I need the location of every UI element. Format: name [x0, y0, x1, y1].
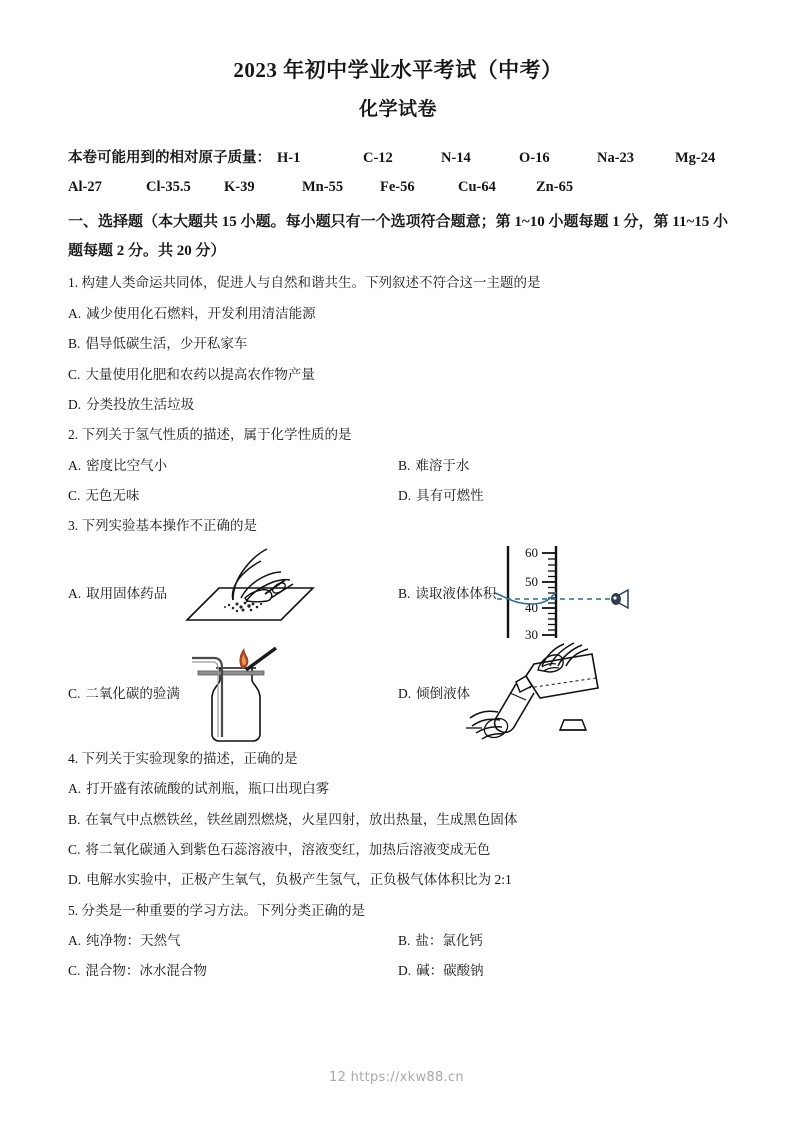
option-text: 具有可燃性 — [416, 488, 484, 504]
question-4-text: 下列关于实验现象的描述，正确的是 — [81, 750, 298, 766]
option-text: 在氧气中点燃铁丝，铁丝剧烈燃烧，火星四射，放出热量，生成黑色固体 — [85, 811, 518, 827]
question-2-option-a[interactable] — [68, 451, 398, 481]
atomic-mass-k: K-39 — [224, 178, 255, 195]
question-3-stem — [68, 511, 728, 541]
option-label: B. — [398, 457, 411, 473]
pouring-liquid-icon — [464, 636, 644, 746]
question-2-option-d[interactable] — [398, 481, 728, 511]
option-text: 纯净物：天然气 — [86, 933, 181, 949]
question-5-text: 分类是一种重要的学习方法。下列分类正确的是 — [81, 902, 365, 918]
atomic-mass-mn: Mn-55 — [302, 178, 344, 195]
atomic-mass-fe: Fe-56 — [380, 178, 415, 195]
question-3-number: 3. — [68, 518, 79, 534]
question-4-number: 4. — [68, 750, 79, 766]
question-1-option-d[interactable] — [68, 390, 728, 420]
question-4 — [68, 744, 728, 896]
atomic-mass-cu: Cu-64 — [458, 178, 496, 195]
atomic-mass-c: C-12 — [363, 149, 393, 166]
question-5-option-d[interactable] — [398, 956, 728, 986]
option-label: D. — [398, 488, 412, 504]
question-3 — [68, 511, 728, 743]
option-d-label-wrap — [398, 679, 470, 709]
atomic-mass-block — [68, 144, 728, 202]
question-3-figure-row-1 — [68, 544, 728, 644]
page-title: 2023 年初中学业水平考试（中考） — [233, 58, 563, 82]
option-text: 减少使用化石燃料，开发利用清洁能源 — [86, 305, 316, 321]
option-text: 电解水实验中，正极产生氧气，负极产生氢气，正负极气体体积比为 2:1 — [86, 872, 512, 888]
option-text: 倾倒液体 — [416, 685, 471, 701]
question-5 — [68, 896, 728, 987]
option-label: C. — [68, 366, 81, 382]
atomic-mass-al: Al-27 — [68, 178, 102, 195]
question-2-option-b[interactable] — [398, 451, 728, 481]
question-5-option-a[interactable] — [68, 926, 398, 956]
question-3-figure-grid — [68, 544, 728, 744]
question-3-option-c[interactable] — [68, 644, 398, 744]
option-label: C. — [68, 963, 81, 979]
option-text: 碱：碳酸钠 — [416, 963, 484, 979]
option-a-label-wrap — [68, 579, 167, 609]
option-label: C. — [68, 685, 81, 701]
page-content — [68, 58, 728, 987]
question-5-options-row-1 — [68, 926, 728, 956]
section-heading-multiple-choice: 一、选择题（本大题共 15 小题。每小题只有一个选项符合题意；第 1~10 小题每题 1 分，第 11~15 小题每题 2 分。共 20 分） — [68, 213, 728, 260]
option-label: B. — [68, 336, 81, 352]
question-3-option-b[interactable] — [398, 544, 728, 644]
option-text: 倡导低碳生活，少开私家车 — [85, 336, 248, 352]
option-label: A. — [68, 585, 82, 601]
question-1-number: 1. — [68, 275, 79, 291]
figure-holder-b — [496, 544, 728, 644]
option-text: 取用固体药品 — [86, 585, 168, 601]
question-4-stem — [68, 744, 728, 774]
option-text: 盐：氯化钙 — [415, 933, 483, 949]
option-text: 打开盛有浓硫酸的试剂瓶，瓶口出现白雾 — [86, 781, 330, 797]
question-2 — [68, 420, 728, 511]
option-text: 二氧化碳的验满 — [85, 685, 180, 701]
cylinder-tick-50: 50 — [525, 573, 539, 589]
atomic-mass-row-1 — [68, 144, 728, 173]
option-text: 难溶于水 — [415, 457, 470, 473]
question-3-figure-row-2 — [68, 644, 728, 744]
question-1-option-c[interactable] — [68, 360, 728, 390]
option-label: A. — [68, 781, 82, 797]
question-1-text: 构建人类命运共同体，促进人与自然和谐共生。下列叙述不符合这一主题的是 — [81, 275, 541, 291]
cylinder-tick-40: 40 — [525, 599, 539, 615]
question-2-stem — [68, 420, 728, 450]
option-label: C. — [68, 841, 81, 857]
atomic-mass-n: N-14 — [441, 149, 471, 166]
option-text: 无色无味 — [85, 488, 140, 504]
atomic-mass-h: H-1 — [277, 149, 301, 166]
option-text: 混合物：冰水混合物 — [85, 963, 207, 979]
option-label: D. — [398, 963, 412, 979]
graduated-cylinder-reading-icon — [494, 542, 664, 642]
atomic-mass-row-2 — [68, 173, 728, 202]
question-2-option-c[interactable] — [68, 481, 398, 511]
solid-reagent-handling-icon — [175, 544, 325, 644]
question-2-text: 下列关于氢气性质的描述，属于化学性质的是 — [81, 427, 352, 443]
co2-fullness-test-icon — [184, 638, 324, 748]
question-1 — [68, 268, 728, 420]
question-2-options-row-2 — [68, 481, 728, 511]
question-4-option-a[interactable] — [68, 774, 728, 804]
figure-holder-d — [470, 644, 728, 744]
question-5-number: 5. — [68, 902, 79, 918]
option-label: B. — [398, 585, 411, 601]
atomic-mass-mg: Mg-24 — [675, 149, 716, 166]
option-b-label-wrap — [398, 579, 496, 609]
atomic-mass-cl: Cl-35.5 — [146, 178, 191, 195]
option-label: A. — [68, 457, 82, 473]
question-5-option-b[interactable] — [398, 926, 728, 956]
option-label: D. — [398, 685, 412, 701]
option-label: A. — [68, 305, 82, 321]
option-label: B. — [68, 811, 81, 827]
question-4-option-c[interactable] — [68, 835, 728, 865]
question-5-stem — [68, 896, 728, 926]
option-text: 将二氧化碳通入到紫色石蕊溶液中，溶液变红，加热后溶液变成无色 — [85, 841, 491, 857]
option-label: D. — [68, 872, 82, 888]
cylinder-tick-60: 60 — [525, 544, 539, 560]
cylinder-tick-30: 30 — [525, 626, 539, 642]
footer-watermark: 12 https://xkw88.cn — [329, 1070, 464, 1085]
question-3-option-a[interactable] — [68, 544, 398, 644]
question-4-option-d[interactable] — [68, 865, 728, 895]
option-label: B. — [398, 933, 411, 949]
figure-holder-a — [167, 544, 398, 644]
option-text: 密度比空气小 — [86, 457, 168, 473]
question-1-option-b[interactable] — [68, 329, 728, 359]
option-text: 分类投放生活垃圾 — [86, 396, 195, 412]
eye-icon — [611, 590, 628, 608]
atomic-mass-na: Na-23 — [597, 149, 635, 166]
question-5-options-row-2 — [68, 956, 728, 986]
page-subtitle: 化学试卷 — [358, 99, 437, 121]
atomic-mass-lead: 本卷可能用到的相对原子质量： — [68, 149, 271, 166]
atomic-mass-o: O-16 — [519, 149, 550, 166]
option-text: 大量使用化肥和农药以提高农作物产量 — [85, 366, 315, 382]
question-1-stem — [68, 268, 728, 298]
option-label: D. — [68, 396, 82, 412]
question-2-options-row-1 — [68, 451, 728, 481]
figure-holder-c — [180, 644, 398, 744]
question-5-option-c[interactable] — [68, 956, 398, 986]
question-3-text: 下列实验基本操作不正确的是 — [81, 518, 257, 534]
option-text: 读取液体体积 — [415, 585, 497, 601]
atomic-mass-zn: Zn-65 — [536, 178, 574, 195]
question-4-option-b[interactable] — [68, 805, 728, 835]
question-2-number: 2. — [68, 427, 79, 443]
option-c-label-wrap — [68, 679, 180, 709]
question-1-option-a[interactable] — [68, 299, 728, 329]
option-label: C. — [68, 488, 81, 504]
question-3-option-d[interactable] — [398, 644, 728, 744]
option-label: A. — [68, 933, 82, 949]
